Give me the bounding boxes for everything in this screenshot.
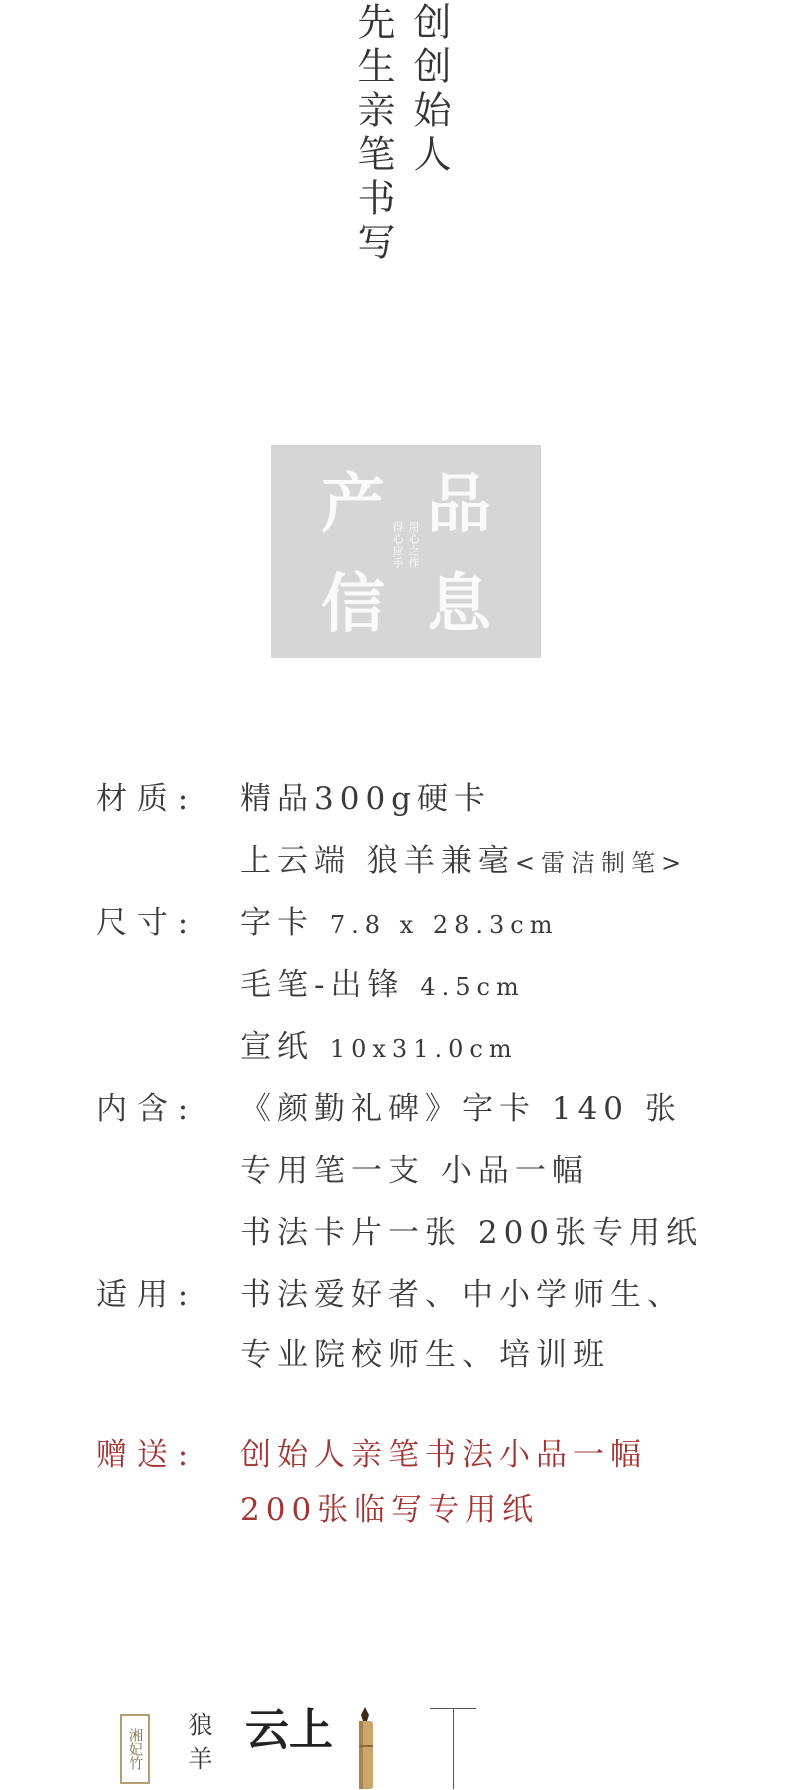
suitable-line-1: 书法爱好者、中小学师生、 (240, 1277, 684, 1313)
size-item: 宣纸 (240, 1029, 314, 1065)
bamboo-label-box: 湘妃竹 (120, 1714, 150, 1784)
size-value: 7.8 x 28.3cm (329, 911, 559, 939)
brand-vertical-title: 上云 (237, 1706, 332, 1750)
seal-text: 用心之作 (407, 521, 420, 569)
info-char: 息 (427, 567, 491, 642)
founder-title-column: 创创始人 (407, 2, 451, 178)
gift-label: 赠 送 : (96, 1437, 189, 1473)
size-item: 字卡 (240, 905, 314, 941)
size-line-1 (240, 905, 559, 941)
material-line-1: 精品300g硬卡 (240, 781, 492, 817)
material-line-2 (240, 843, 688, 879)
brush-name: 上云端 狼羊兼毫 (240, 843, 515, 879)
gift-line-1: 创始人亲笔书法小品一幅 (240, 1437, 647, 1473)
brush-maker: <雷洁制笔> (514, 849, 688, 877)
gift-line-2: 200张临写专用纸 (240, 1492, 540, 1528)
contents-line-2: 专用笔一支 小品一幅 (240, 1153, 589, 1189)
seal-text: 得心应手 (391, 521, 404, 569)
size-value: 10x31.0cm (329, 1035, 518, 1063)
size-item: 毛笔-出锋 (240, 967, 405, 1003)
contents-line-1: 《颜勤礼碑》字卡 140 张 (240, 1091, 682, 1127)
size-label: 尺 寸 : (96, 905, 189, 941)
handwritten-by-column: 先生亲笔书写 (351, 2, 395, 266)
suitable-line-2: 专业院校师生、培训班 (240, 1337, 610, 1373)
contents-label: 内 含 : (96, 1091, 189, 1127)
suitable-label: 适 用 : (96, 1277, 189, 1313)
brush-hair-label: 狼羊 (184, 1712, 212, 1780)
info-char: 品 (427, 467, 491, 542)
info-char: 信 (321, 567, 385, 642)
size-value: 4.5cm (420, 973, 525, 1001)
product-info-block (271, 445, 541, 658)
contents-line-3: 书法卡片一张 200张专用纸 (240, 1215, 704, 1251)
material-label: 材 质 : (96, 781, 189, 817)
brush-illustration (345, 1705, 385, 1789)
divider-vertical-line (453, 1708, 454, 1789)
info-char: 产 (321, 467, 385, 542)
size-line-2 (240, 967, 525, 1003)
size-line-3 (240, 1029, 518, 1065)
